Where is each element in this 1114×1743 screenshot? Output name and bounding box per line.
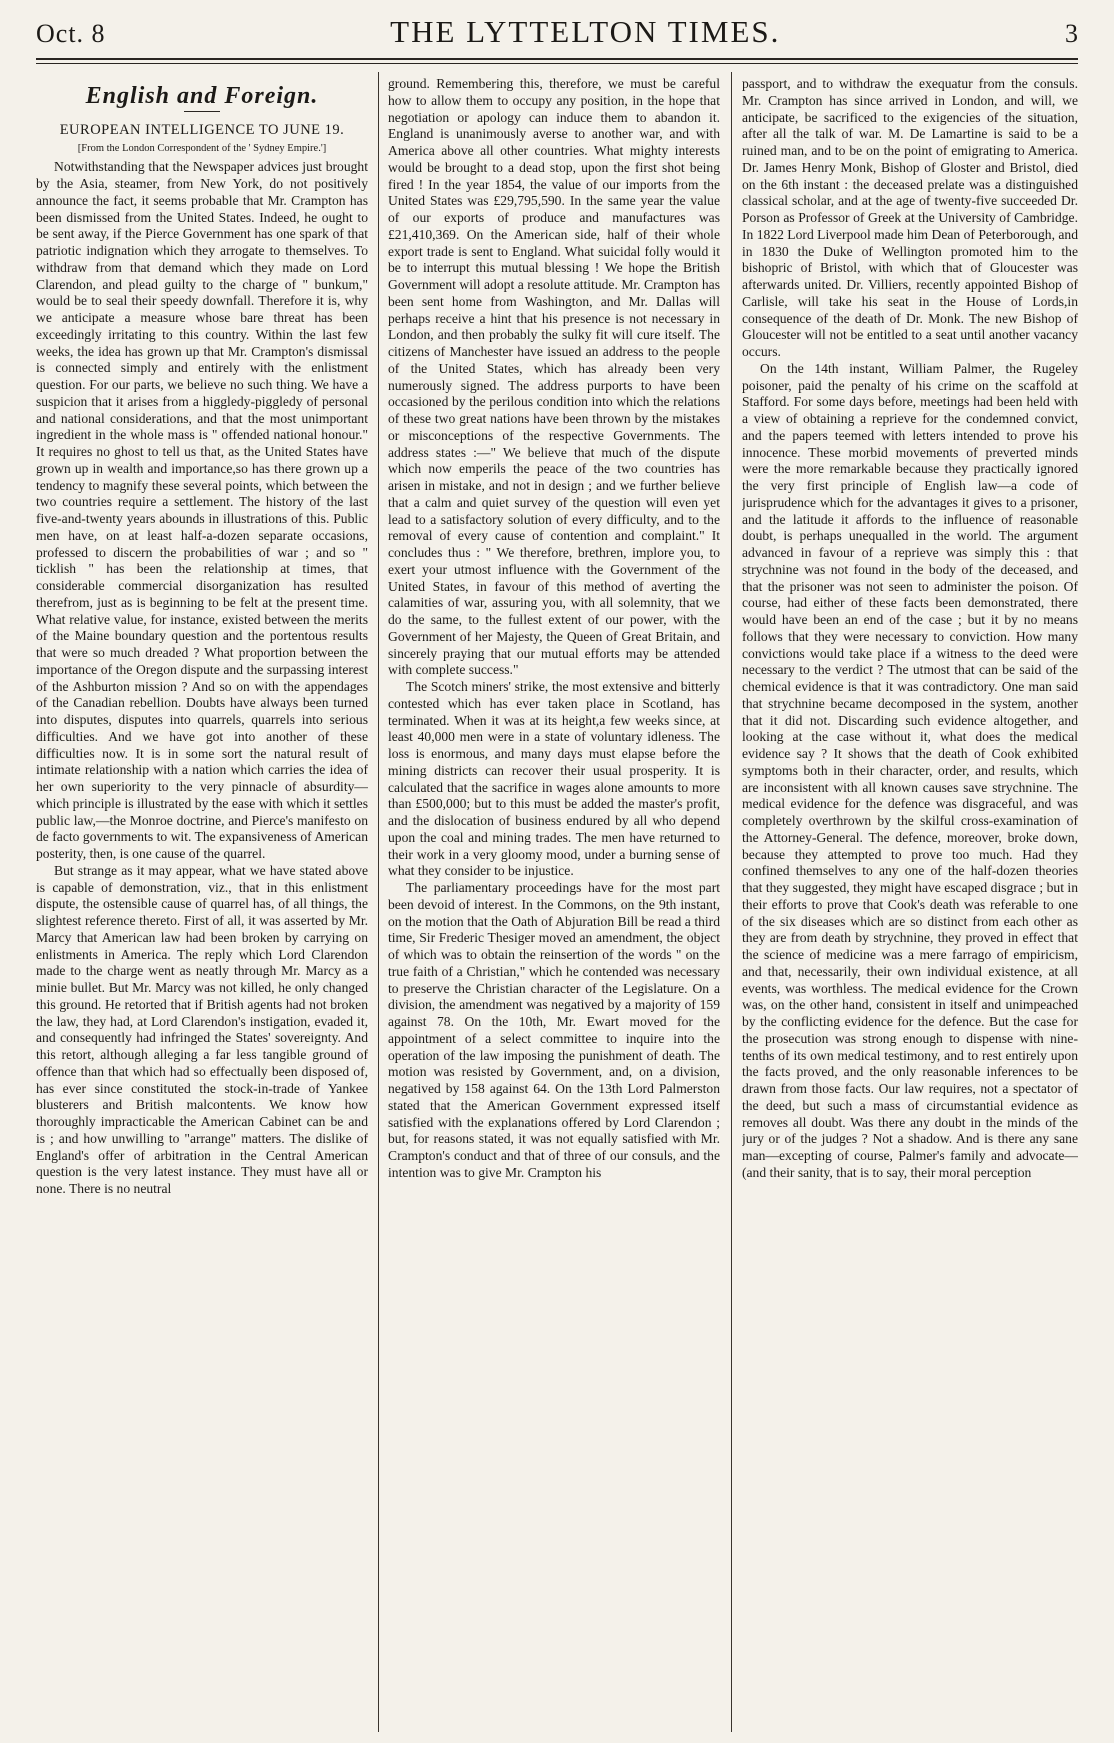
column-2: [388, 76, 720, 1731]
article-title: EUROPEAN INTELLIGENCE TO JUNE 19.: [59, 121, 345, 138]
section-rule: [184, 111, 220, 112]
article-paragraph: ground. Remembering this, therefore, we must be careful how to allow them to occupy any position, in the hope that negotiation or apology can induce them to abandon it. England is unanimously averse to another war, and with America above all other countries. What mighty interests would be brought to a dead stop, upon the first shot being fired ! In the year 1854, the value of our imports from the United States was £29,795,590. In the same year the value of our exports of produce and manufactures was £21,410,369. On the American side, half of their whole export trade is sent to England. What suicidal folly would it be to interrupt this mutual blessing ! We hope the British Government will adopt a resolute attitude. Mr. Crampton has been sent home from Washington, and Mr. Dallas will perhaps receive a hint that his presence is not necessary in London, and then probably the sulky fit will cure itself. The citizens of Manchester have issued an address to the people of the United States, which has already been very numerously signed. The address purports to have been occasioned by the perilous condition into which the relations of these two great nations have been thrown by the mistakes or misconceptions of the respective Governments. The address states :—" We believe that much of the dispute which now emperils the peace of the two countries has arisen in mistake, and not in design ; and we further believe that a calm and quiet survey of the question will even yet lead to a satisfactory solution of every difficulty, and to the removal of every cause of contention and complaint." It concludes thus : " We therefore, brethren, implore you, to exert your utmost influence with the Government of the United States, in favour of this method of averting the calamities of war, assuring you, with all solemnity, that we do the same, to the fullest extent of our power, with the Government of her Majesty, the Queen of Great Britain, and sincerely praying that our mutual efforts may be attended with complete success.": [388, 76, 720, 678]
issue-date: Oct. 8: [36, 19, 106, 48]
article-paragraph: On the 14th instant, William Palmer, the Rugeley poisoner, paid the penalty of his crime on the scaffold at Stafford. For some days before, meetings had been held with a view of obtaining a reprieve for the condemned convict, and the papers teemed with letters intended to prove his innocence. These morbid movements of preverted minds were the more remarkable because they practically ignored the very first principle of English law—a code of jurisprudence which for the advantages it gives to a prisoner, and the latitude it affords to the influence of reasonable doubt, is perhaps unequalled in the world. The argument advanced in favour of a reprieve was simply this : that strychnine was not found in the body of the deceased, and that the prisoner was not seen to administer the poison. Of course, had either of these facts been demonstrated, there would have been an end of the case ; but it by no means follows that they were necessary to conviction. How many convictions would take place if a witness to the deed were necessary to the verdict ? The utmost that can be said of the chemical evidence is that it was contradictory. One man said that strychnine became decomposed in the system, another that it did not. Discarding such evidence altogether, and looking at the case without it, what does the medical evidence say ? It shows that the death of Cook exhibited symptoms both in their character, order, and results, which are inconsistent with all known causes save strychnine. The medical evidence for the defence was disgraceful, and was completely overthrown by the skilful cross-examination of the Attorney-General. The defence, moreover, broke down, because they attempted to prove too much. Had they confined themselves to any one of the half-dozen theories that they suggested, they might have escaped disgrace ; but in their efforts to prove that Cook's death was referable to one of the six diseases which are so distinct from each other as they are from death by strychnine, they proved in effect that the science of medicine was a mere farrago of empiricism, and that, necessarily, their own individual existence, at all events, was worthless. The medical evidence for the Crown was, on the other hand, consistent in itself and unimpeached by the conflicting evidence for the defence. But the case for the prosecution was strong enough to dispense with nine-tenths of its own medical testimony, and to rest entirely upon the facts proved, and the only reasonable inferences to be drawn from those facts. Our law requires, not a spectator of the deed, but such a mass of circumstantial evidence as removes all doubt. Was there any doubt in the minds of the jury or of the judges ? Not a shadow. And is there any sane man—excepting of course, Palmer's family and advocate—(and their sanity, that is to say, their moral perception: [742, 360, 1078, 1180]
masthead-rule-thin: [36, 63, 1078, 64]
newspaper-title: THE LYTTELTON TIMES.: [390, 14, 781, 49]
column-3: [742, 76, 1078, 1731]
column-divider: [731, 72, 732, 1732]
article-paragraph: passport, and to withdraw the exequatur from the consuls. Mr. Crampton has since arrived in London, and will, we anticipate, be sacrificed to the exigencies of the situation, after all the talk of war. M. De Lamartine is said to be a ruined man, and to be on the point of emigrating to America. Dr. James Henry Monk, Bishop of Gloster and Bristol, died on the 6th instant : the deceased prelate was a distinguished classical scholar, and at the age of twenty-five succeeded Dr. Porson as Professor of Greek at the University of Cambridge. In 1822 Lord Liverpool made him Dean of Peterborough, and in 1830 the Duke of Wellington promoted him to the bishopric of Bristol, with which that of Gloucester was afterwards united. Dr. Villiers, recently appointed Bishop of Carlisle, will take his seat in the House of Lords,in consequence of the death of Dr. Monk. The new Bishop of Gloucester will not be entitled to a seat until another vacancy occurs.: [742, 76, 1078, 359]
article-paragraph: The parliamentary proceedings have for the most part been devoid of interest. In the Commons, on the 9th instant, on the motion that the Oath of Abjuration Bill be read a third time, Sir Frederic Thesiger moved an amendment, the object of which was to obtain the reinsertion of the words " on the true faith of a Christian," which he contended was necessary to preserve the Christian character of the Legislature. On a division, the amendment was negatived by a majority of 159 against 78. On the 10th, Mr. Ewart moved for the appointment of a select committee to inquire into the operation of the law imposing the punishment of death. The motion was resisted by Government, and, on a division, negatived by 158 against 64. On the 13th Lord Palmerston stated that the American Government expressed itself satisfied with the explanations offered by Lord Clarendon ; but, for reasons stated, it was not equally satisfied with Mr. Crampton's conduct and that of three of our consuls, and the intention was to give Mr. Crampton his: [388, 880, 720, 1180]
article-paragraph: Notwithstanding that the Newspaper advices just brought by the Asia, steamer, from New York, do not positively announce the fact, it seems probable that Mr. Crampton has been dismissed from the United States. Indeed, he ought to be sent away, if the Pierce Government has one spark of that patriotic indignation which they arrogate to themselves. To withdraw from that demand which they made on Lord Clarendon, and plead guilty to the charge of " bunkum," would be to seal their speedy downfall. Therefore it is, why we anticipate a measure whose bare threat has been exceedingly irritating to this country. Within the last few weeks, the idea has grown up that Mr. Crampton's dismissal is connected simply and entirely with the enlistment question. For our parts, we believe no such thing. We have a suspicion that it arises from a higgledy-piggledy of personal and national considerations, and that the most unimportant ingredient in the whole mass is " offended national honour." It requires no ghost to tell us that, as the United States have grown up in wealth and importance,so has there grown up a tendency to magnify these several points, which between the two countries require a settlement. The history of the last five-and-twenty years abounds in illustrations of this. Public men have, on at least half-a-dozen separate occasions, professed to discern the probabilities of war ; and so " ticklish " has been the relationship at times, that considerable commercial disorganization has resulted therefrom, just as is beginning to be felt at the present time. What relative value, for instance, existed between the merits of the Maine boundary question and the portentous results that were so much dreaded ? What proportion between the importance of the Oregon dispute and the surpassing interest of the Ashburton mission ? And so on with the appendages of the Canadian rebellion. Doubts have always been turned into disputes, disputes into quarrels, quarrels into serious difficulties. And we have got into another of these difficulties now. It is in some sort the natural result of intimate relationship with a nation which carries the idea of her own superiority to the very pinnacle of absurdity—which principle is illustrated by the ease with which it settles public law,—the Monroe doctrine, and Pierce's manifesto on de facto governments to wit. The expansiveness of American posterity, then, is one cause of the quarrel.: [36, 159, 368, 861]
column-1: [36, 76, 368, 1731]
column-divider: [378, 72, 379, 1732]
article-byline: [From the London Correspondent of the ' Sydney Empire.']: [77, 142, 327, 154]
section-heading: English and Foreign.: [85, 83, 319, 109]
masthead: [36, 14, 1078, 52]
article-paragraph: The Scotch miners' strike, the most extensive and bitterly contested which has ever taken place in Scotland, has terminated. When it was at its height,a few weeks since, at least 40,000 men were in a state of voluntary idleness. The loss is enormous, and many days must elapse before the mining districts can recover their usual prosperity. It is calculated that the sacrifice in wages alone amounts to more than £500,000; but to this must be added the master's profit, and the dislocation of business endured by all who depend upon the coal and mining trades. The men have returned to their work in a very gloomy mood, under a burning sense of what they consider to be injustice.: [388, 679, 720, 879]
article-paragraph: But strange as it may appear, what we have stated above is capable of demonstration, viz., that in this enlistment dispute, the ostensible cause of quarrel has, of all things, the slightest reference thereto. First of all, it was asserted by Mr. Marcy that American law had been broken by carrying on enlistments in America. The reply which Lord Clarendon made to the charge went as neatly through Mr. Marcy as a minie bullet. But Mr. Marcy was not killed, he only changed this ground. He retorted that if British agents had not broken the law, they had, at Lord Clarendon's instigation, evaded it, and consequently had infringed the States' sovereignty. And this retort, although alleging a far less tangible ground of offence than that which had so effectually been disposed of, has ever since constituted the stock-in-trade of Yankee blusterers and British malcontents. We know how thoroughly impracticable the American Cabinet can be and is ; and how unwilling to "arrange" matters. The dislike of England's offer of arbitration in the Central American question is the very latest instance. They must have all or none. There is no neutral: [36, 862, 368, 1196]
masthead-rule: [36, 58, 1078, 60]
page-number: 3: [1064, 19, 1078, 48]
